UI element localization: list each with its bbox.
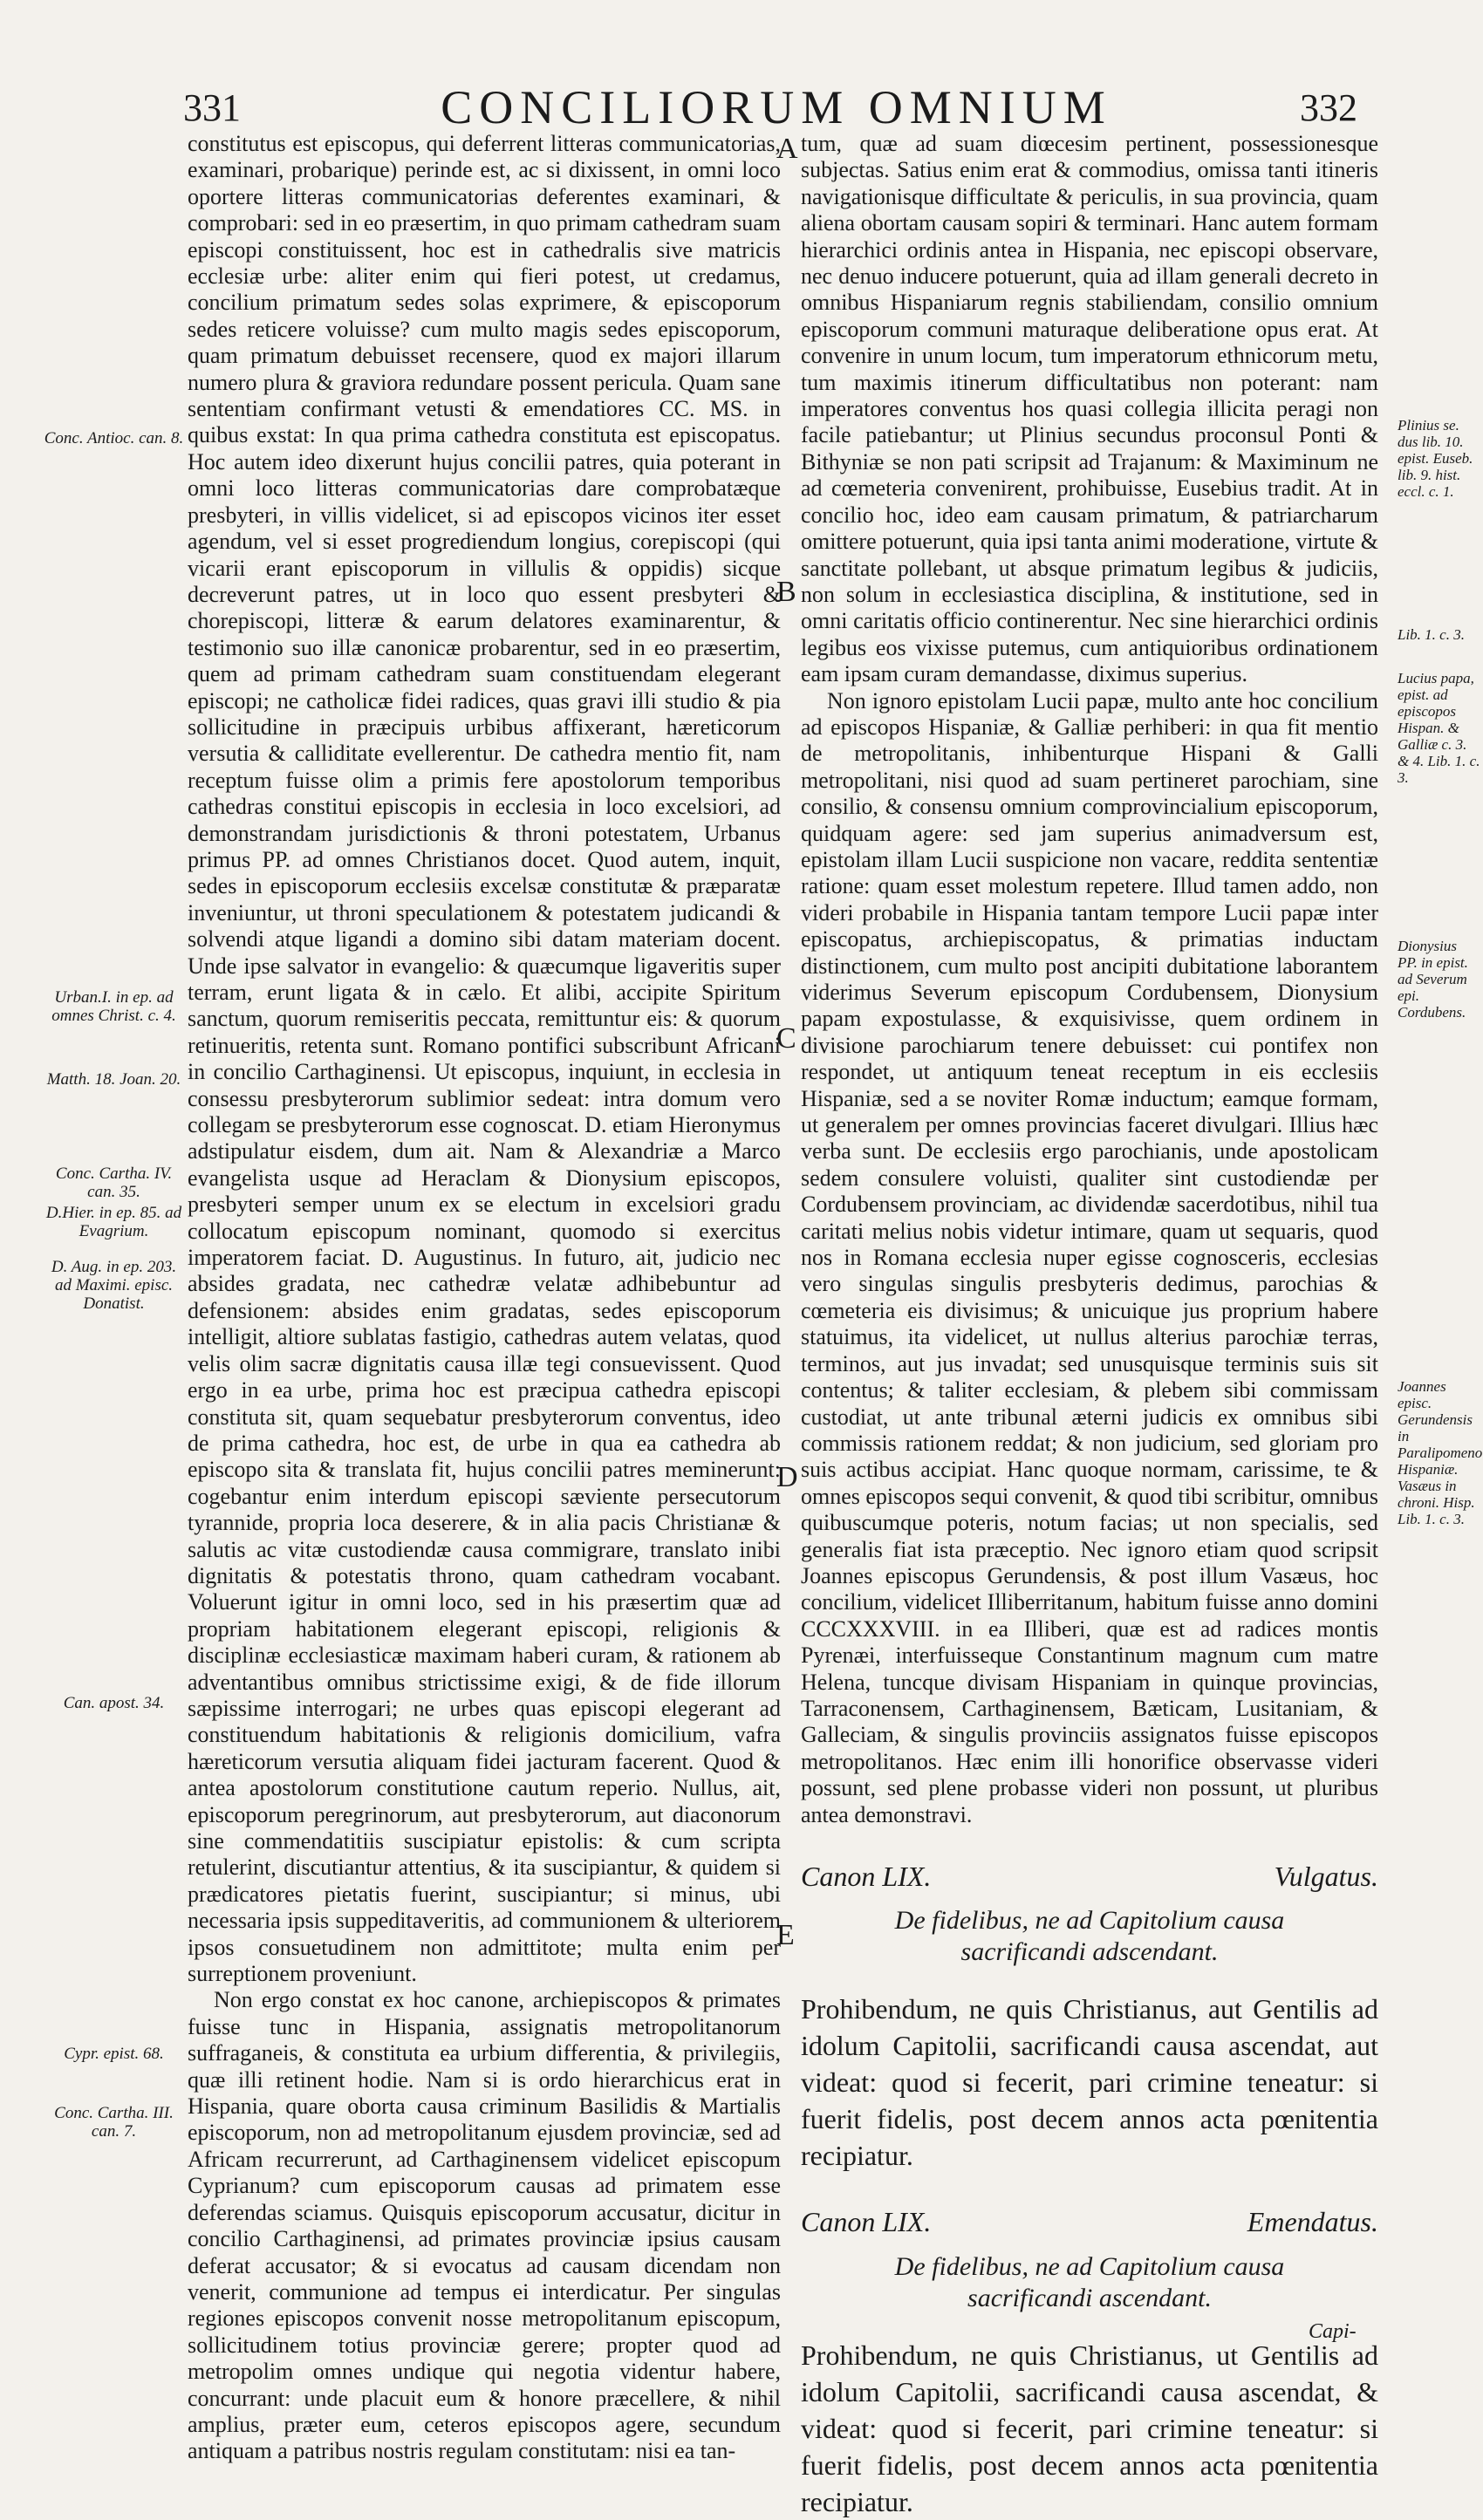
body-paragraph: Non ignoro epistolam Lucii papæ, multo ante hoc concilium ad episcopos Hispaniæ, & Galliæ perhiberi: in qua fit mentio de metropolitanis, inhibenturque Hispani & Galli metropolitani, nisi quod ad suam pertineret parochiam, sine consilio, & consensu omnium comprovincialium episcoporum, quidquam agere: sed jam superius animadversum est, epistolam illam Lucii suspicione non vacare, reddita sententiæ ratione: quam esset molestum repetere. Illud tamen addo, non videri probabile in Hispania tantam tempore Lucii papæ inter episcopatus, archiepiscopatus, & primatias inductam distinctionem, cum multo post ancipiti dubitatione laborantem viderimus Severum episcopum Cordubensem, Dionysium papam expostulasse, & exquisivisse, quem ordinem in divisione parochiarum tenere debuisset: cui pontifex non respondet, ut antiquum teneat receptum in eis ecclesiis Hispaniæ, sed a se noviter Romæ inductum; eamque formam, ut generalem per omnes provincias faceret divulgari. Illius hæc verba sunt. De ecclesiis ergo parochianis, unde apostolicam sedem consulere voluisti, qualiter sint custodiendæ per Cordubensem provinciam, ac dividendæ sacerdotibus, nihil tua caritati melius nobis videtur intimare, quam ut sequaris, quod nos in Romana ecclesia nuper egisse cognosceris, ecclesias vero singulas singulis presbyteris dedimus, parochias & cœmeteria eis divisimus; & unicuique jus proprium habere statuimus, ita videlicet, ut nullus alterius parochiæ terras, terminos, aut jus invadat; sed unusquisque terminis suis sit contentus; & taliter ecclesiam, & plebem sibi commissam custodiat, ut ante tribunal æterni judicis ex omnibus sibi commissis rationem reddat; & non judicium, sed gloriam pro suis actibus accipiat. Hanc quoque normam, carissime, te & omnes episcopos sequi convenit, & quod tibi scribitur, omnibus quibuscumque poteris, notum facias; ut non specialis, sed generalis fiat ista præceptio. Nec ignoro etiam quod scripsit Joannes episcopus Gerundensis, & post illum Vasæus, hoc concilium, videlicet Illiberritanum, habitum fuisse anno domini CCCXXXVIII. in ea Illiberi, quæ est ad radices montis Pyrenæi, interfuisseque Constantinum magnum cum matre Helena, tuncque divisam Hispaniam in quinque provincias, Tarraconensem, Carthaginensem, Bæticam, Lusitaniam, & Galleciam, & singulis provinciis assignatos fuisse episcopos metropolitanos. Hæc enim illi honorifice observasse videri possunt, sed plene probasse videri non possunt, ut pluribus antea demonstravi. xyxy=(801,687,1378,1827)
margin-note-right: Dionysius PP. in epist. ad Severum epi. Cordubens. xyxy=(1398,938,1468,1021)
canon-text: Prohibendum, ne quis Christianus, aut Gentilis ad idolum Capitolii, sacrificandi causa ascendat, aut videat: quod si fecerit, pari crimine teneatur: si fuerit fidelis, post decem annos acta pœnitentia recipiatur. xyxy=(801,1993,1378,2172)
body-paragraph: Non ergo constat ex hoc canone, archiepiscopos & primates fuisse tunc in Hispania, assignatis metropolitanorum suffraganeis, & constituta ea urbium differentia, & privilegiis, quæ illi retinent hodie. Nam si is ordo hierarchicus erat in Hispania, quare oborta causa criminum Basilidis & Martialis episcoporum, non ad metropolitanum ejusdem provinciæ, sed ad Africam recurrerunt, ad Carthaginensem videlicet episcopum Cyprianum? cum episcoporum causas ad primatem esse deferendas sciamus. Quisquis episcoporum accusatur, dicitur in concilio Carthaginensi, ad primates provinciæ ipsius causam deferat accusator; & si evocatus ad causam dicendam non venerit, communione ad tempus ei interdicatur. Per singulas regiones episcopos convenit nosse metropolitanum episcopum, sollicitudinem totius provinciæ gerere; propter quod ad metropolim omnes undique qui negotia videntur habere, concurrant: unde placuit eum & honore præcellere, & nihil amplius, præter eum, ceteros episcopos agere, secundum antiquam a patribus nostris regulam constitutam: nisi ea tan- xyxy=(188,1987,781,2464)
margin-note-left: Conc. Cartha. III. can. 7. xyxy=(54,2104,174,2141)
canon-text: Prohibendum, ne quis Christianus, ut Gentilis ad idolum Capitolii, sacrificandi causa ascendat, & videat: quod si fecerit, pari crimine teneatur: si fuerit fidelis, post decem annos acta pœnitentia recipiatur. xyxy=(801,2339,1378,2517)
canon-version: Vulgatus. xyxy=(1274,1861,1378,1892)
margin-note-left: Can. apost. 34. xyxy=(63,1694,165,1712)
margin-note-right: Joannes episc. Gerundensis in Paralipomeno Hispaniæ. Vasæus in chroni. Hisp. Lib. 1. c. 3. xyxy=(1398,1378,1483,1527)
canon-version: Emendatus. xyxy=(1247,2206,1378,2238)
section-letter: D xyxy=(776,1461,798,1493)
margin-note-right: Lucius papa, epist. ad episcopos Hispan. & Galliæ c. 3. & 4. Lib. 1. c. 3. xyxy=(1398,670,1480,786)
margin-note-left: D. Aug. in ep. 203. ad Maximi. episc. Donatist. xyxy=(51,1258,177,1313)
section-letter: C xyxy=(776,1022,796,1055)
section-letter: B xyxy=(776,576,796,608)
right-text-column xyxy=(801,131,1378,2517)
canon-title: De fidelibus, ne ad Capitolium causa sacrificandi adscendant. xyxy=(894,1906,1285,1967)
canon-heading xyxy=(801,1861,1378,1892)
body-paragraph: tum, quæ ad suam diœcesim pertinent, possessionesque subjectas. Satius enim erat & commodius, omissa tanti itineris navigationisque difficultate & periculis, in sua provincia, quam aliena obortam causam sopiri & terminari. Hanc autem formam hierarchici ordinis antea in Hispania, nec episcopi observare, nec denuo inducere potuerunt, quia ad illam generali decreto in omnibus Hispaniarum regnis stabiliendam, consilio omnium episcoporum communi maturaque deliberatione opus erat. At convenire in unum locum, tum imperatorum ethnicorum metu, tum maximis itinerum difficultatibus non poterant: nam imperatores conventus hos quasi collegia illicita peragi non facile patiebantur; ut Plinius secundus proconsul Ponti & Bithyniæ se non pati scripsit ad Trajanum: & Maximinum ne ad cœmeteria convenirent, prohibuisse, Eusebius tradit. At in concilio hoc, ideo eam causam primatum, & patriarcharum omittere potuerunt, quia ipsi tanta animi moderatione, virtute & sanctitate pollebant, ut absque primatum legibus & judiciis, non solum in ecclesiastica disciplina, & institutione, sed in omni caritatis officio continerentur. Nec sine hierarchici ordinis legibus eos vixisse putemus, cum antiquioribus ordinationem eam ipsam curam demandasse, diximus superius. xyxy=(801,131,1378,687)
section-letter: E xyxy=(776,1919,795,1951)
margin-note-left: Urban.I. in ep. ad omnes Christ. c. 4. xyxy=(51,988,176,1025)
margin-note-left: D.Hier. in ep. 85. ad Evagrium. xyxy=(45,1204,182,1240)
section-letter: A xyxy=(776,133,798,165)
canon-title: De fidelibus, ne ad Capitolium causa sacrificandi ascendant. xyxy=(894,2251,1285,2312)
margin-note-left: Conc. Antioc. can. 8. xyxy=(44,429,184,447)
margin-note-left: Conc. Cartha. IV. can. 35. xyxy=(55,1164,173,1201)
canon-heading xyxy=(801,2206,1378,2238)
catchword: Capi- xyxy=(1309,2320,1357,2343)
left-text-column xyxy=(188,131,781,2464)
page-number-left: 331 xyxy=(183,86,241,129)
running-title: CONCILIORUM OMNIUM xyxy=(441,81,1112,133)
page-number-right: 332 xyxy=(1300,86,1357,129)
body-paragraph: constitutus est episcopus, qui deferrent litteras communicatorias, examinari, probarique) perinde est, ac si dixissent, in omni loco oportere litteras communicatorias deferentes examinari, & comprobari: sed in eo præsertim, in quo primam cathedram suam episcopi constituissent, hoc est in cathedralis sive matricis ecclesiæ urbe: aliter enim qui fieri potest, ut credamus, concilium primatum sedes solas exprimere, & episcoporum sedes reticere voluisse? cum multo magis sedes episcoporum, quam primatum debuisset recensere, quod ex majori illarum numero plura & graviora redundare possent pericula. Quam sane sententiam confirmant vetusti & emendatiores CC. MS. in quibus exstat: In qua prima cathedra constituta est episcopatus. Hoc autem ideo dixerunt hujus concilii patres, quia poterant in omni loco litteras communicatorias dare comprobatæque presbyteri, in villis videlicet, si ad episcopos vicinos iter esset agendum, vel si esset progrediendum longius, corepiscopi (qui vicarii erant episcoporum in villulis & oppidis) sicque decreverunt patres, ut in loco quo essent presbyteri & chorepiscopi, litteræ & earum delatores examinarentur, & testimonio suo illæ canonicæ probarentur, sed in eo præsertim, quem ad primam cathedram suam constituendam elegerant episcopi; ne catholicæ fidei radices, quas gravi illi studio & pia sollicitudine in præcipuis urbibus affixerant, hæreticorum versutia & calliditate evellerentur. De cathedra mentio fit, nam receptum fuisse olim a primis fere apostolorum temporibus cathedras constitui episcopis in ecclesia in loco excelsiori, ad demonstrandam jurisdictionis & throni potestatem, Urbanus primus PP. ad omnes Christianos docet. Quod autem, inquit, sedes in episcoporum ecclesiis excelsæ constitutæ & præparatæ inveniuntur, ut throni speculationem & potestatem judicandi & solvendi atque ligandi a domino sibi datam materiam docent. Unde ipse salvator in evangelio: & quæcumque ligaveritis super terram, erunt ligata & in cælo. Et alibi, accipite Spiritum sanctum, quorum remiseritis peccata, remittuntur eis: & quorum retinueritis, retenta sunt. Romano pontifici subscribunt Africani in concilio Carthaginensi. Ut episcopus, inquiunt, in ecclesia in consessu presbyterorum sublimior sedeat: intra domum vero collegam se presbyterorum esse cognoscat. D. etiam Hieronymus adstipulatur eisdem, dum ait. Nam & Alexandriæ a Marco evangelista usque ad Heraclam & Dionysium episcopos, presbyteri semper unum ex se electum in excelsiori gradu collocatum episcopum nominant, quomodo si exercitus imperatorem faciat. D. Augustinus. In futuro, ait, judicio nec absides gradata, nec cathedræ velatæ adhibebuntur ad defensionem: absides enim gradatas, sedes episcoporum intelligit, altiore sublatas fastigio, cathedras autem velatas, quod velis olim sacræ dignitatis causa illæ tegi consuevissent. Quod ergo in ea urbe, prima hoc est præcipua cathedra episcopi constituta sit, quam sequebatur presbyterorum conventus, ideo de prima cathedra, hoc est, de urbe in qua ea cathedra ab episcopo sita & translata fit, hujus concilii patres meminerunt: cogebantur enim interdum episcopi sæviente persecutorum tyrannide, propria loca deserere, & in alia pacis Christianæ & salutis ac vitæ custodiendæ causa commigrare, translato inibi dignitatis & potestatis throno, quam cathedram vocabant. Voluerunt igitur in omni loco, sed in his præsertim quæ ad propriam habitationem elegerant episcopi, religionis & disciplinæ ecclesiasticæ maximam haberi curam, & rationem ab adventantibus omnibus strictissime exigi, & de fide illorum sæpissime interrogari; ne urbes quas episcopi elegerant ad constituendum habitationis & religionis domicilium, vafra hæreticorum versutia aliquam fidei jacturam facerent. Quod & antea apostolorum constitutione cautum reperio. Nullus, ait, episcoporum peregrinorum, aut presbyterorum, aut diaconorum sine commendatitiis suscipiatur epistolis: & cum scripta retulerint, discutiantur attentius, & ita suscipiantur, & quidem si prædicatores pietatis fuerint, suscipiantur; si minus, ubi necessaria ipsis suppeditaveritis, ad communionem & ulteriorem ipsos consuetudinem non admittitote; multa enim per surreptionem proveniunt. xyxy=(188,131,781,1987)
margin-note-right: Lib. 1. c. 3. xyxy=(1398,626,1465,643)
canon-label: Canon LIX. xyxy=(801,1861,932,1892)
margin-note-left: Cypr. epist. 68. xyxy=(64,2045,164,2063)
canon-label: Canon LIX. xyxy=(801,2206,932,2238)
margin-note-right: Plinius se. dus lib. 10. epist. Euseb. lib. 9. hist. eccl. c. 1. xyxy=(1398,417,1473,500)
margin-note-left: Matth. 18. Joan. 20. xyxy=(46,1070,181,1089)
